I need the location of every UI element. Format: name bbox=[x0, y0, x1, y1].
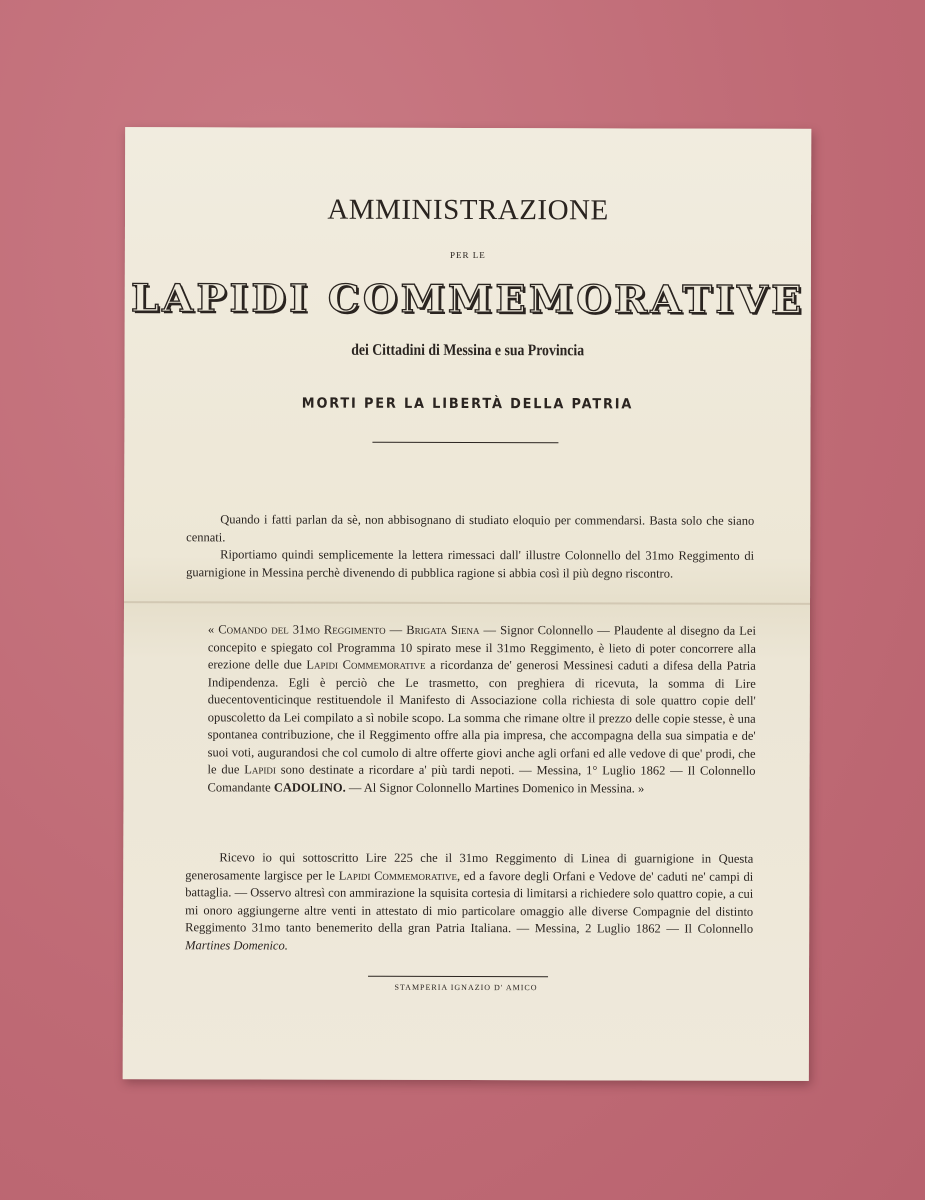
subtitle-per-le: PER LE bbox=[450, 249, 486, 261]
receipt-paragraph bbox=[185, 849, 753, 955]
receipt-signature: Martines Domenico. bbox=[185, 937, 288, 953]
printer-imprint: STAMPERIA IGNAZIO D' AMICO bbox=[394, 982, 538, 993]
letter-lapidi: Lapidi bbox=[244, 762, 276, 777]
receipt-text-1: Ricevo io qui sottoscritto Lire 225 che il 31mo Reggimento di Linea di guarnigione in Questa generosamente largisce per le bbox=[185, 850, 754, 883]
subtitle-citizens: dei Cittadini di Messina e sua Provincia bbox=[351, 341, 585, 360]
receipt-text-2: , ed a favore degli Orfani e Vedove de' caduti ne' campi di battaglia. — Osservo altresì con ammirazione la squisita cortesia di limitarsi a richiedere solo quattro copie, a cui mi onoro aggiungerne altre venti in attestato di mio particolare omaggio alle diverse Compagnie del distinto Reggimento 31mo tanto benemerito della gran Patria Italiana. — Messina, 2 Luglio 1862 — Il Colonnello bbox=[185, 868, 754, 936]
letter-lapidi-commemorative: Lapidi Commemorative bbox=[306, 657, 426, 672]
letter-text-4: — Al Signor Colonnello Martines Domenico in Messina. » bbox=[345, 780, 645, 795]
letter-text-3: sono destinate a ricordare a' più tardi nepoti. — Messina, 1° Luglio 1862 — Il Colonnello Comandante bbox=[207, 762, 756, 794]
header-divider bbox=[372, 442, 558, 443]
title-amministrazione: AMMINISTRAZIONE bbox=[327, 193, 609, 227]
letter-heading: « Comando del 31mo Reggimento — Brigata Siena — bbox=[207, 622, 501, 638]
receipt-section bbox=[185, 849, 753, 955]
letter-cadolino: CADOLINO. bbox=[273, 779, 346, 795]
fold-crease bbox=[124, 601, 810, 605]
receipt-lapidi-commemorative: Lapidi Commemorative bbox=[338, 868, 457, 883]
intro-section bbox=[186, 511, 754, 582]
intro-paragraph-1: Quando i fatti parlan da sè, non abbisognano di studiato eloquio per commendarsi. Basta solo che siano cennati. bbox=[186, 512, 755, 544]
letter-section bbox=[185, 621, 755, 797]
manifesto-sheet bbox=[123, 127, 811, 1081]
letter-text-2: a ricordanza de' generosi Messinesi caduti a difesa della Patria Indipendenza. Egli è perciò che Le trasmetto, con preghiera di ricevuta, la somma di Lire duecentoventicinque restituendole il Manifesto di Associazione colla richiesta di sole quattro copie dell' opuscoletto da Lei compilato a sì nobile scopo. La somma che rimane oltre il prezzo delle copie stesse, è una spontanea contribuzione, che il Reggimento offre alla pia impresa, che accompagna della sua simpatia e de' suoi voti, augurandosi che col cumolo di altre offerte giovi anche agli orfani ed alle vedove di que' prodi, che le due bbox=[207, 657, 756, 777]
letter-paragraph bbox=[207, 621, 755, 797]
footer-divider bbox=[368, 976, 548, 977]
title-lapidi-commemorative: LAPIDI COMMEMORATIVE bbox=[130, 275, 805, 322]
subtitle-dead-for-liberty: MORTI PER LA LIBERTÀ DELLA PATRIA bbox=[301, 395, 634, 413]
letter-text-1: Signor Colonnello — Plaudente al disegno da Lei concepito e spiegato col Programma 10 spirato mese il 31mo Reggimento, è lieto di poter concorrere alla erezione delle due bbox=[207, 623, 756, 672]
intro-paragraph-2: Riportiamo quindi semplicemente la lettera rimessaci dall' illustre Colonnello del 31mo Reggimento di guarnigione in Messina perchè divenendo di pubblica ragione si abbia così il più degno riscontro. bbox=[186, 547, 755, 581]
